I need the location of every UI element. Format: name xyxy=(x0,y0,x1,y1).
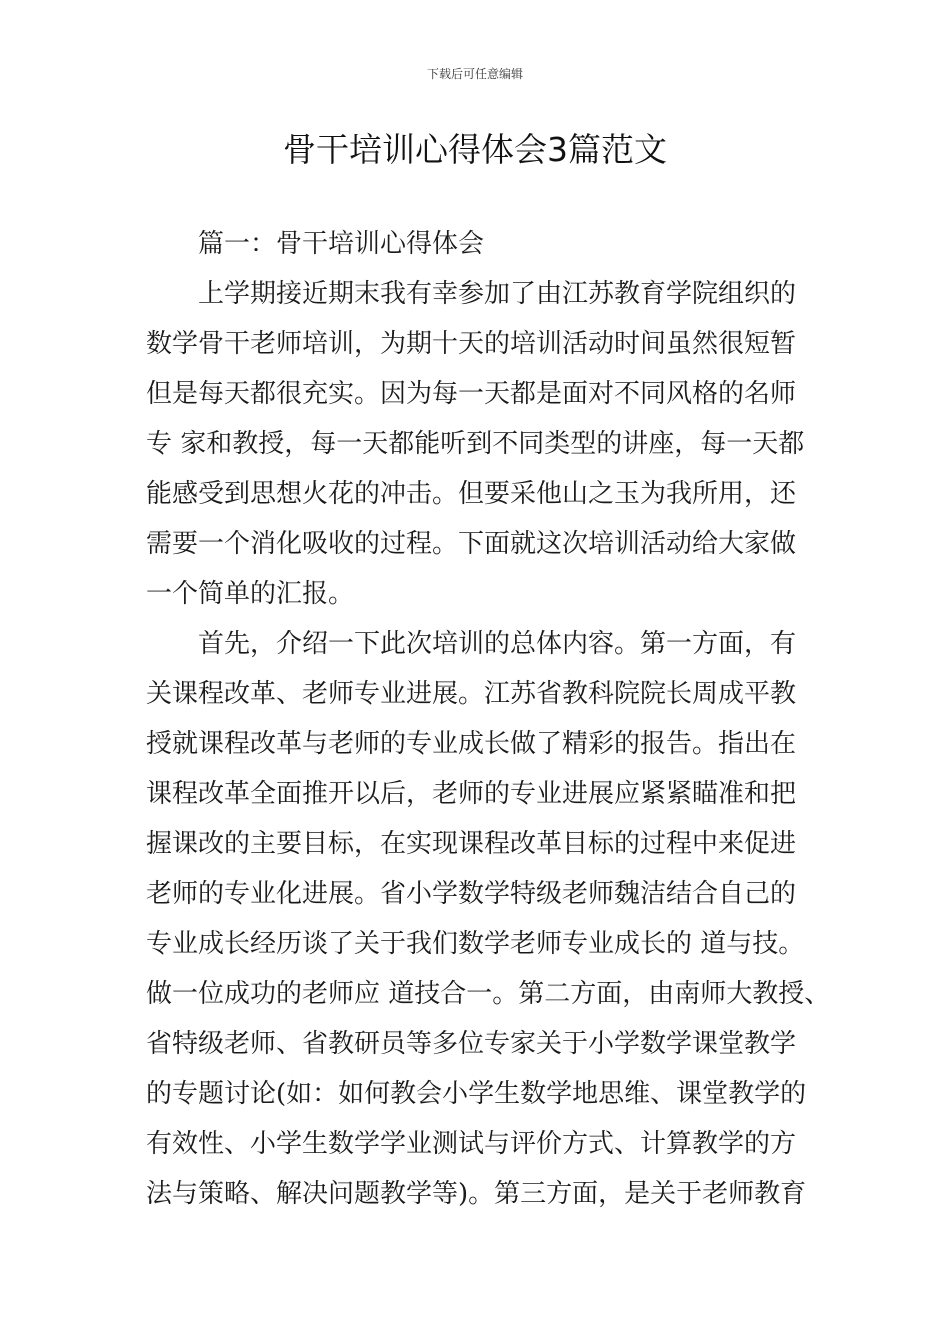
paragraph-line: 法与策略、解决问题教学等)。第三方面，是关于老师教育 xyxy=(146,1179,807,1209)
paragraph-line: 省特级老师、省教研员等多位专家关于小学数学课堂教学 xyxy=(146,1029,797,1059)
section-heading: 篇一：骨干培训心得体会 xyxy=(198,229,485,259)
paragraph-line: 课程改革全面推开以后，老师的专业进展应紧紧瞄准和把 xyxy=(146,779,797,809)
paragraph-line: 能感受到思想火花的冲击。但要采他山之玉为我所用，还 xyxy=(146,479,797,509)
paragraph-line: 一个简单的汇报。 xyxy=(146,579,355,609)
paragraph-line: 数学骨干老师培训，为期十天的培训活动时间虽然很短暂 xyxy=(146,329,797,359)
paragraph-line: 专 家和教授，每一天都能听到不同类型的讲座，每一天都 xyxy=(146,429,805,459)
paragraph-line: 授就课程改革与老师的专业成长做了精彩的报告。指出在 xyxy=(146,729,797,759)
paragraph-line: 关课程改革、老师专业进展。江苏省教科院院长周成平教 xyxy=(146,679,797,709)
paragraph-line: 握课改的主要目标，在实现课程改革目标的过程中来促进 xyxy=(146,829,797,859)
header-note: 下载后可任意编辑 xyxy=(426,67,523,81)
paragraph-line: 需要一个消化吸收的过程。下面就这次培训活动给大家做 xyxy=(146,529,797,559)
paragraph-line: 的专题讨论(如：如何教会小学生数学地思维、课堂教学的 xyxy=(146,1079,807,1109)
document-title: 骨干培训心得体会3篇范文 xyxy=(283,130,667,169)
paragraph-line: 做一位成功的老师应 道技合一。第二方面，由南师大教授、 xyxy=(146,979,831,1009)
paragraph-line: 但是每天都很充实。因为每一天都是面对不同风格的名师 xyxy=(146,379,797,409)
paragraph-line: 上学期接近期末我有幸参加了由江苏教育学院组织的 xyxy=(198,279,797,309)
paragraph-line: 专业成长经历谈了关于我们数学老师专业成长的 道与技。 xyxy=(146,929,805,959)
paragraph-line: 有效性、小学生数学学业测试与评价方式、计算教学的方 xyxy=(146,1129,797,1159)
paragraph-line: 首先，介绍一下此次培训的总体内容。第一方面，有 xyxy=(198,629,797,659)
paragraph-line: 老师的专业化进展。省小学数学特级老师魏洁结合自己的 xyxy=(146,879,797,909)
